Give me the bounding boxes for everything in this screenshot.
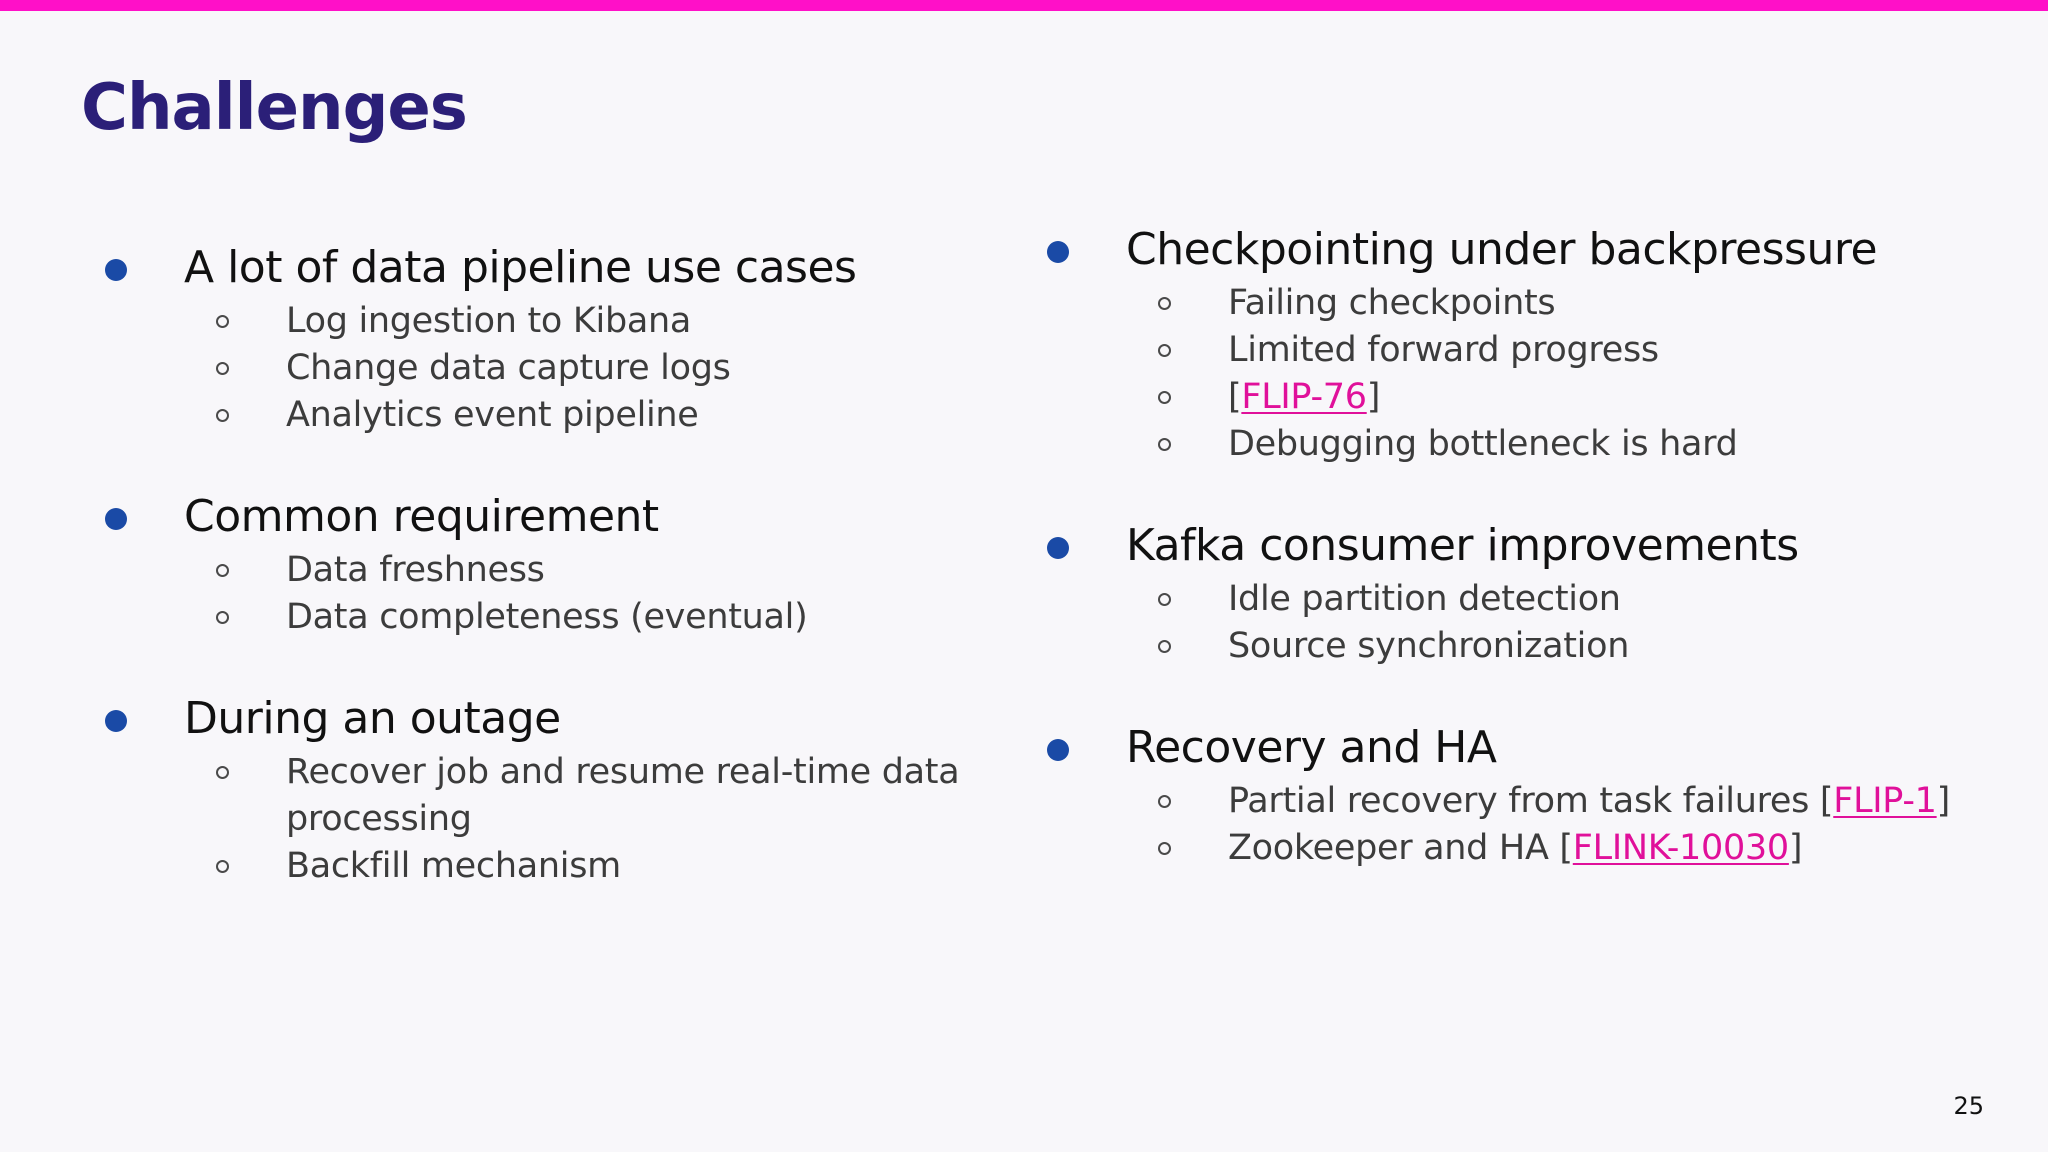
hollow-circle-icon	[1158, 593, 1171, 606]
sub-item: Recover job and resume real-time data processing	[105, 749, 975, 843]
bullet-heading: Kafka consumer improvements	[1126, 520, 1799, 571]
sub-list	[1047, 778, 1997, 872]
hollow-circle-icon	[216, 409, 229, 422]
bullet-group-kafka	[1047, 516, 1997, 670]
sub-item: Failing checkpoints	[1047, 280, 1997, 327]
sub-list	[1047, 280, 1997, 468]
bullet-dot-icon	[1047, 739, 1069, 761]
bullet-item	[1047, 516, 1997, 576]
hollow-circle-icon	[1158, 391, 1171, 404]
hollow-circle-icon	[1158, 438, 1171, 451]
bullet-item	[105, 238, 1055, 298]
hollow-circle-icon	[216, 315, 229, 328]
sub-item: Data completeness (eventual)	[105, 594, 1055, 641]
bullet-dot-icon	[105, 710, 127, 732]
hollow-circle-icon	[216, 611, 229, 624]
left-column	[105, 238, 1055, 890]
bullet-item	[1047, 718, 1997, 778]
bullet-group-outage	[105, 689, 1055, 890]
hollow-circle-icon	[216, 766, 229, 779]
link-flip-1[interactable]: FLIP-1	[1833, 781, 1937, 821]
bullet-group-recovery	[1047, 718, 1997, 872]
bullet-heading: Checkpointing under backpressure	[1126, 224, 1878, 275]
accent-top-bar	[0, 0, 2048, 11]
sub-item: Zookeeper and HA [FLINK-10030]	[1047, 825, 1997, 872]
link-flink-10030[interactable]: FLINK-10030	[1572, 828, 1789, 868]
sub-item: Debugging bottleneck is hard	[1047, 421, 1997, 468]
sub-item: Data freshness	[105, 547, 1055, 594]
hollow-circle-icon	[1158, 795, 1171, 808]
bullet-dot-icon	[1047, 241, 1069, 263]
hollow-circle-icon	[216, 860, 229, 873]
bullet-heading: During an outage	[184, 693, 561, 744]
bullet-item	[105, 689, 1055, 749]
sub-item: Analytics event pipeline	[105, 392, 1055, 439]
bullet-group-use-cases	[105, 238, 1055, 439]
sub-list	[1047, 576, 1997, 670]
sub-list	[105, 749, 975, 890]
sub-item: Idle partition detection	[1047, 576, 1997, 623]
hollow-circle-icon	[1158, 842, 1171, 855]
sub-list	[105, 547, 1055, 641]
bullet-dot-icon	[105, 508, 127, 530]
link-flip-76[interactable]: FLIP-76	[1241, 377, 1367, 417]
sub-item: [FLIP-76]	[1047, 374, 1997, 421]
bullet-group-requirement	[105, 487, 1055, 641]
bullet-dot-icon	[105, 259, 127, 281]
sub-item: Change data capture logs	[105, 345, 1055, 392]
hollow-circle-icon	[216, 564, 229, 577]
bullet-item	[105, 487, 1055, 547]
bullet-group-checkpointing	[1047, 220, 1997, 468]
sub-item: Log ingestion to Kibana	[105, 298, 1055, 345]
bullet-item	[1047, 220, 1997, 280]
bullet-heading: Common requirement	[184, 491, 659, 542]
bullet-heading: A lot of data pipeline use cases	[184, 242, 857, 293]
hollow-circle-icon	[216, 362, 229, 375]
sub-item: Limited forward progress	[1047, 327, 1997, 374]
right-column	[1047, 220, 1997, 872]
slide-title: Challenges	[81, 71, 467, 145]
sub-item: Source synchronization	[1047, 623, 1997, 670]
bullet-heading: Recovery and HA	[1126, 722, 1497, 773]
sub-item: Backfill mechanism	[105, 843, 975, 890]
sub-item: Partial recovery from task failures [FLIP-1]	[1047, 778, 1997, 825]
hollow-circle-icon	[1158, 297, 1171, 310]
hollow-circle-icon	[1158, 640, 1171, 653]
hollow-circle-icon	[1158, 344, 1171, 357]
page-number: 25	[1953, 1092, 1984, 1120]
bullet-dot-icon	[1047, 537, 1069, 559]
sub-list	[105, 298, 1055, 439]
